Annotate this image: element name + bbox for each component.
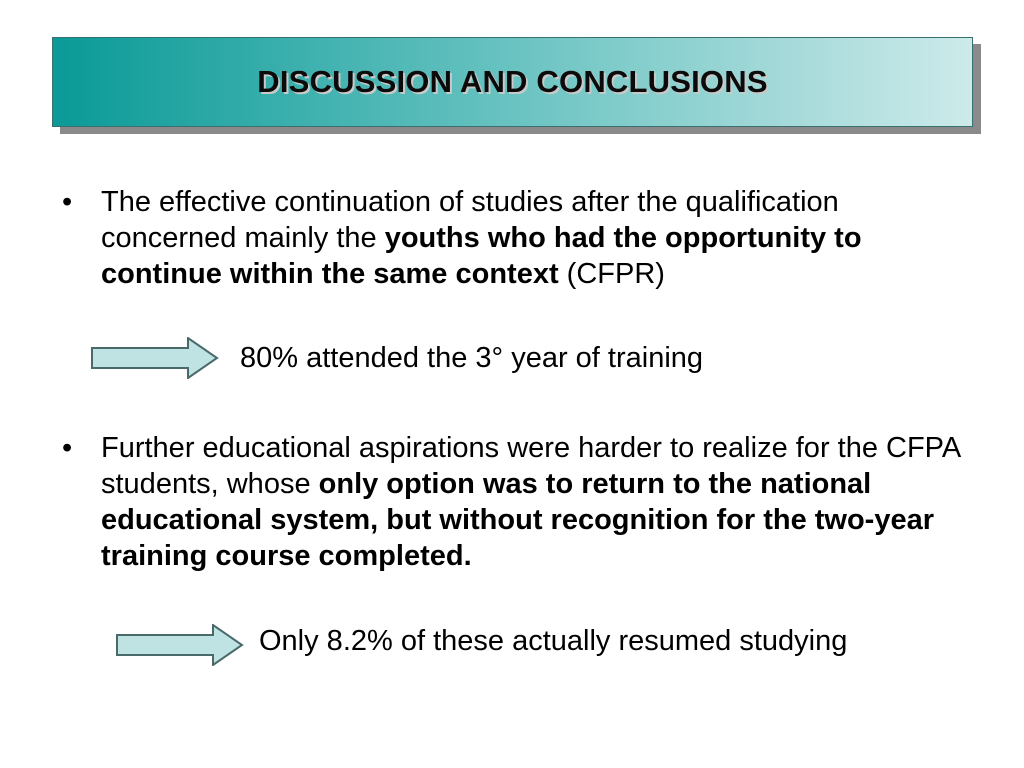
bullet-point-2	[101, 430, 981, 574]
title-banner	[52, 37, 973, 127]
bullet-1-bold-text: youths who had the opportunity to continue within the same context	[101, 222, 862, 290]
bullet-point-1	[101, 184, 981, 292]
bullet-marker: •	[62, 186, 73, 218]
right-arrow-icon	[91, 337, 219, 379]
result-2-text: Only 8.2% of these actually resumed studying	[259, 625, 848, 657]
right-arrow-icon	[116, 624, 244, 666]
bullet-2-bold-text: only option was to return to the national educational system, but without recognition for the two-year training course completed.	[101, 468, 935, 572]
slide-title: DISCUSSION AND CONCLUSIONS	[257, 64, 768, 99]
bullet-marker: •	[62, 432, 73, 464]
bullet-1-text: The effective continuation of studies after the qualification concerned mainly the	[101, 186, 839, 254]
result-1-text: 80% attended the 3° year of training	[240, 342, 704, 374]
bullet-1-text-after: (CFPR)	[558, 258, 665, 290]
bullet-2-text: Further educational aspirations were harder to realize for the CFPA students, whose	[101, 432, 960, 500]
